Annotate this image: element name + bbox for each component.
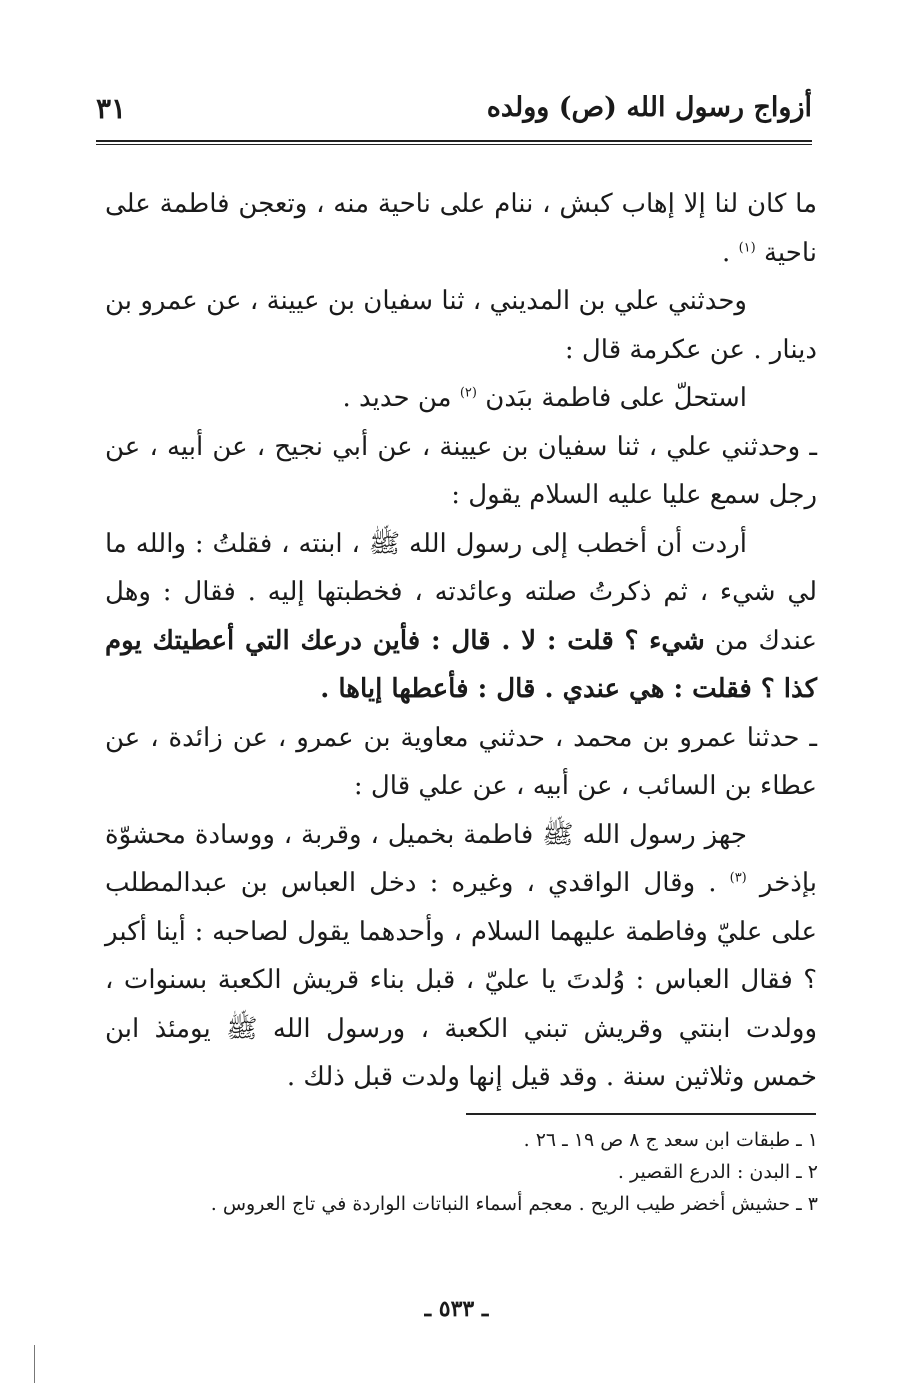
paragraph-7-text: جهز رسول الله ﷺ فاطمة بخميل ، وقربة ، ووسادة محشوّة بإذخر: [105, 819, 818, 898]
running-title: أزواج رسول الله (ص) وولده: [486, 92, 812, 123]
paragraph-2: وحدثني علي بن المديني ، ثنا سفيان بن عيينة ، عن عمرو بن دينار . عن عكرمة قال :: [105, 286, 817, 365]
footnote-ref-1: (١): [738, 239, 756, 255]
footnote-ref-2: (٢): [459, 385, 477, 401]
scan-margin-mark: [34, 1345, 35, 1383]
footnote-ref-3: (٣): [729, 870, 747, 886]
paragraph-3-text: استحلّ على فاطمة ببَدن: [485, 383, 747, 413]
paragraph-1: [105, 180, 817, 277]
paragraph-7: [105, 811, 817, 1102]
paragraph-6: ـ حدثنا عمرو بن محمد ، حدثني معاوية بن عمرو ، عن زائدة ، عن عطاء بن السائب ، عن أبيه ، عن علي قال :: [105, 722, 817, 801]
paragraph-3-end: من حديد .: [342, 383, 460, 413]
footnote-2: ٢ ـ البدن : الدرع القصير .: [617, 1161, 818, 1183]
paragraph-4: ـ وحدثني علي ، ثنا سفيان بن عيينة ، عن أبي نجيح ، عن أبيه ، عن رجل سمع عليا عليه السلام يقول :: [105, 431, 817, 510]
footnote-rule: [466, 1113, 816, 1115]
paragraph-1-text: ما كان لنا إلا إهاب كبش ، ننام على ناحية منه ، وتعجن فاطمة على ناحية: [105, 189, 817, 268]
paragraph-5-bold-text: شيء ؟ قلت : لا . قال : فأين درعك التي أعطيتك يوم كذا ؟ فقلت : هي عندي . قال : فأعطها إياها .: [105, 625, 817, 704]
paragraph-5: [105, 520, 817, 714]
main-text: [105, 180, 817, 1102]
folio-page-number: ـ ٥٣٣ ـ: [424, 1296, 489, 1322]
footnote-1: ١ ـ طبقات ابن سعد ج ٨ ص ١٩ ـ ٢٦ .: [523, 1129, 818, 1151]
paragraph-7-end: . وقال الواقدي ، وغيره : دخل العباس بن عبدالمطلب على عليّ وفاطمة عليهما السلام ، وأحدهما يقول لصاحبه : أينا أكبر ؟ فقال العباس : وُلدتَ يا عليّ ، قبل بناء قريش الكعبة بسنوات ، وولدت ابنتي وقريش تبني الكعبة ، ورسول الله ﷺ يومئذ ابن خمس وثلاثين سنة . وقد قيل إنها ولدت قبل ذلك .: [105, 868, 817, 1092]
footnote-3: ٣ ـ حشيش أخضر طيب الريح . معجم أسماء النباتات الواردة في تاج العروس .: [210, 1193, 818, 1215]
paragraph-3: [105, 374, 817, 423]
paragraph-5-text: أردت أن أخطب إلى رسول الله ﷺ ، ابنته ، فقلتُ : والله ما لي شيء ، ثم ذكرتُ صلته وعائدته ، فخطبتها إليه . فقال : وهل عندك من: [105, 528, 817, 656]
header-rule: [96, 140, 812, 145]
footnotes: [120, 1124, 818, 1220]
paragraph-1-end: .: [722, 237, 739, 268]
page-header: [96, 92, 812, 136]
page-number: ٣١: [96, 92, 127, 125]
